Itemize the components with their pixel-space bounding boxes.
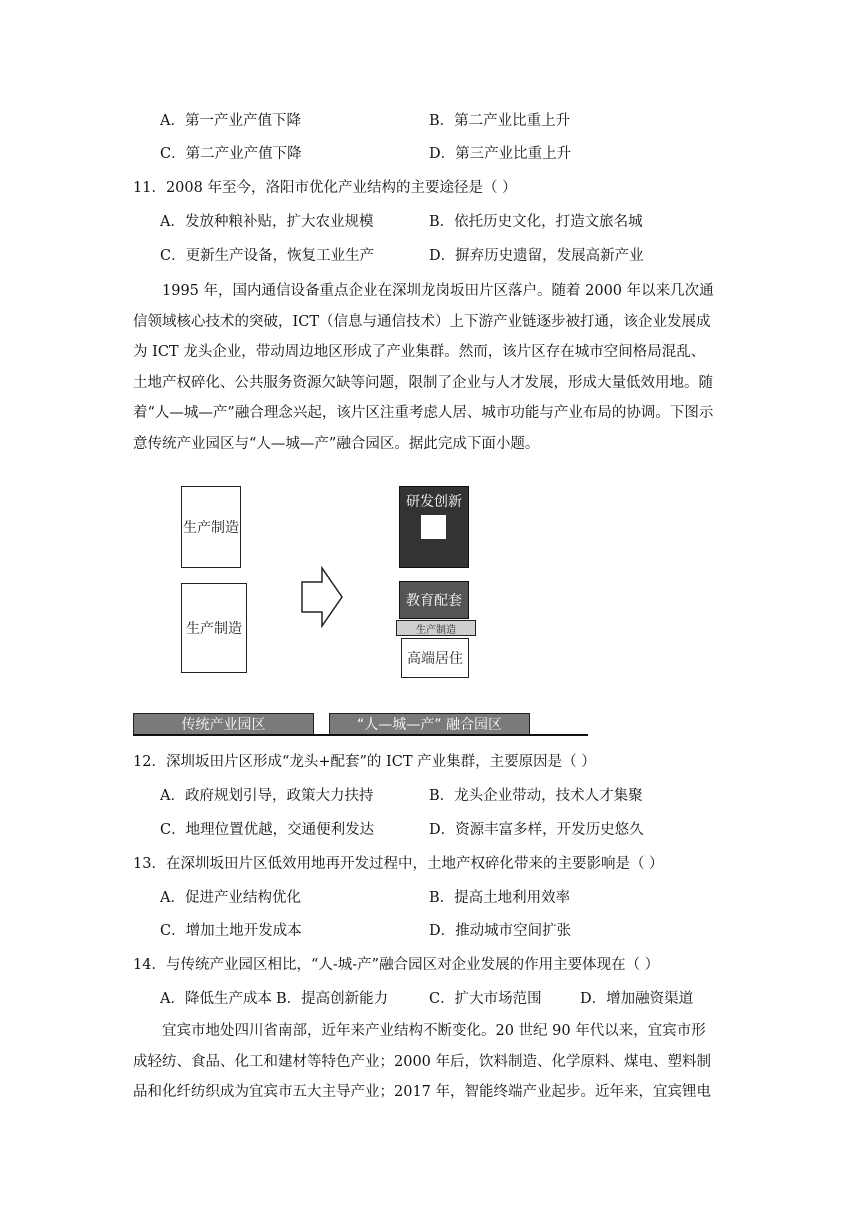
q14-option-c: C．扩大市场范围 [429,991,542,1007]
q14-option-d: D．增加融资渠道 [580,991,694,1007]
q13-stem: 13．在深圳坂田片区低效用地再开发过程中，土地产权碎化带来的主要影响是（ ） [133,856,664,872]
rnd-window [421,515,446,539]
q11-option-a: A．发放种粮补贴，扩大农业规模 [160,214,374,230]
passage-yibin [133,1016,729,1108]
passage-line: 土地产权碎化、公共服务资源欠缺等问题，限制了企业与人才发展，形成大量低效用地。随 [133,374,713,391]
passage-line: 成轻纺、食品、化工和建材等特色产业；2000 年后，饮料制造、化学原料、煤电、塑料制 [133,1053,712,1070]
q12-option-a: A．政府规划引导，政策大力扶持 [160,788,374,804]
passage-line: 宜宾市地处四川省南部，近年来产业结构不断变化。20 世纪 90 年代以来，宜宾市形 [162,1023,706,1039]
q12-option-b: B．龙头企业带动，技术人才集聚 [429,788,643,804]
rnd-innovation-block [399,486,469,568]
arrow-right-icon [300,566,346,628]
q11-option-b: B．依托历史文化，打造文旅名城 [429,214,643,230]
q11-option-d: D．摒弃历史遗留，发展高新产业 [429,248,644,264]
q13-option-d: D．推动城市空间扩张 [429,923,572,939]
passage-line: 信领域核心技术的突破，ICT（信息与通信技术）上下游产业链逐步被打通，该企业发展成 [133,313,711,330]
q14-option-a: A．降低生产成本 [160,991,272,1007]
q10-option-b: B．第二产业比重上升 [429,113,571,129]
passage-shenzhen [133,276,729,460]
q10-option-a: A．第一产业产值下降 [160,113,301,129]
ground-line [133,734,588,736]
manufacturing-strip: 生产制造 [396,620,476,636]
passage-line: 为 ICT 龙头企业，带动周边地区形成了产业集群。然而，该片区存在城市空间格局混乱、 [133,344,706,361]
passage-line: 着“人—城—产”融合理念兴起，该片区注重考虑人居、城市功能与产业布局的协调。下图示 [133,405,714,422]
q11-stem: 11．2008 年至今，洛阳市优化产业结构的主要途径是（ ） [133,180,517,196]
q11-option-c: C．更新生产设备，恢复工业生产 [160,248,375,264]
q12-stem: 12．深圳坂田片区形成“龙头+配套”的 ICT 产业集群，主要原因是（ ） [133,754,596,770]
q13-option-a: A．促进产业结构优化 [160,890,301,906]
traditional-manufacturing-bottom: 生产制造 [181,583,247,673]
fusion-park-label: “人—城—产” 融合园区 [329,713,530,735]
traditional-manufacturing-top: 生产制造 [181,486,241,568]
q14-option-b: B．提高创新能力 [276,991,389,1007]
q13-option-c: C．增加土地开发成本 [160,923,302,939]
high-end-residence-block: 高端居住 [401,638,469,678]
q14-stem: 14．与传统产业园区相比，“人-城-产”融合园区对企业发展的作用主要体现在（ ） [133,957,660,973]
q12-option-c: C．地理位置优越，交通便利发达 [160,822,375,838]
q13-option-b: B．提高土地利用效率 [429,890,571,906]
q10-option-c: C．第二产业产值下降 [160,146,302,162]
passage-line: 品和化纤纺织成为宜宾市五大主导产业；2017 年，智能终端产业起步。近年来，宜宾锂电 [133,1084,712,1101]
education-support-block: 教育配套 [399,581,469,619]
traditional-park-label: 传统产业园区 [133,713,314,735]
rnd-innovation-label: 研发创新 [406,494,462,510]
passage-line: 1995 年，国内通信设备重点企业在深圳龙岗坂田片区落户。随着 2000 年以来几次通 [162,283,714,299]
q12-option-d: D．资源丰富多样，开发历史悠久 [429,822,644,838]
q10-option-d: D．第三产业比重上升 [429,146,572,162]
passage-line: 意传统产业园区与“人—城—产”融合园区。据此完成下面小题。 [133,435,540,452]
